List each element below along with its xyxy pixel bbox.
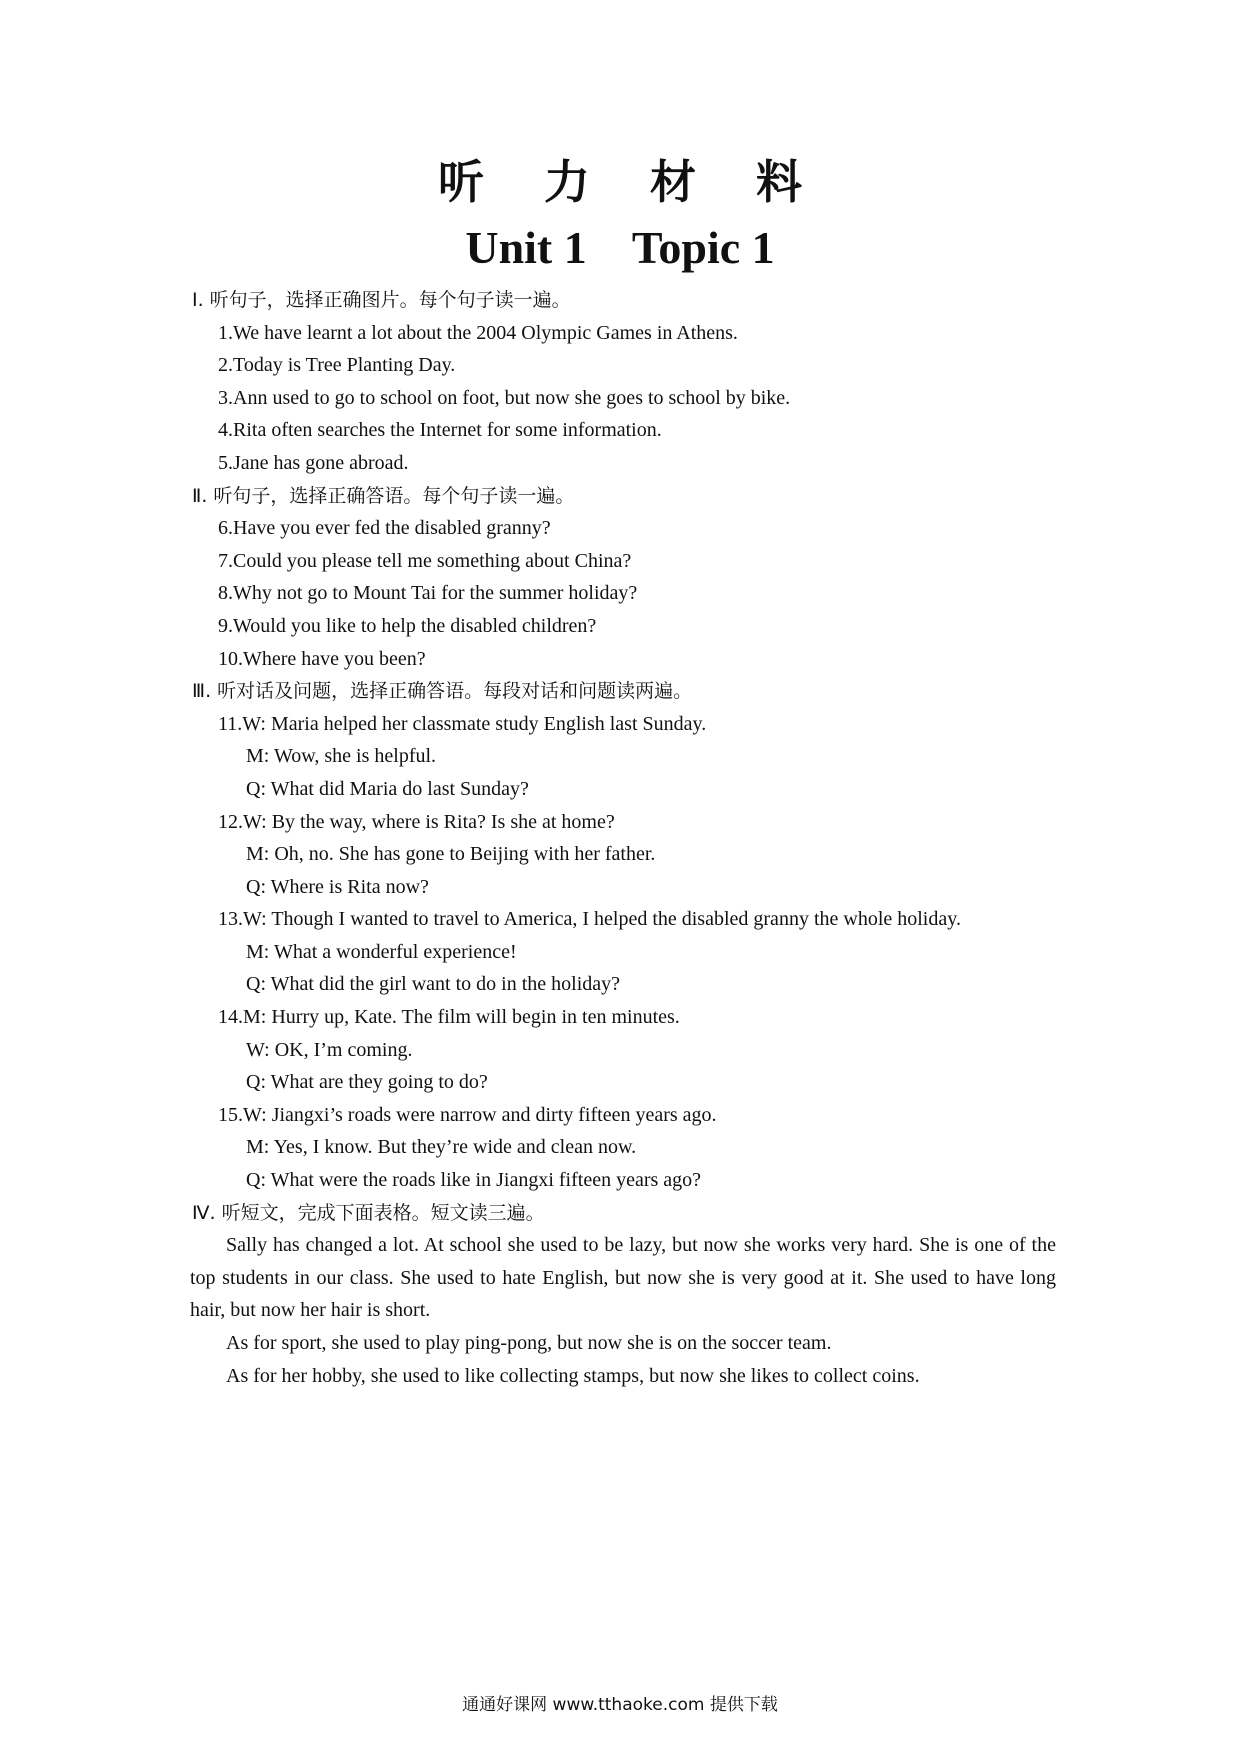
section-heading-1: Ⅰ. 听句子，选择正确图片。每个句子读一遍。 bbox=[192, 289, 571, 311]
page-title-chinese: 听 力 材 料 bbox=[437, 155, 825, 209]
dialog-line: M: Yes, I know. But they’re wide and clean now. bbox=[246, 1136, 637, 1159]
dialog-first-line: 14.M: Hurry up, Kate. The film will begin in ten minutes. bbox=[218, 1006, 680, 1029]
sentence-item: 10.Where have you been? bbox=[218, 647, 426, 670]
sentence-item: 7.Could you please tell me something about China? bbox=[218, 549, 632, 572]
dialog-question: Q: What did the girl want to do in the holiday? bbox=[246, 973, 621, 996]
sentence-item: 5.Jane has gone abroad. bbox=[218, 451, 409, 474]
section-heading-2: Ⅱ. 听句子，选择正确答语。每个句子读一遍。 bbox=[192, 484, 575, 507]
dialog-first-line: 13.W: Though I wanted to travel to America, I helped the disabled granny the whole holiday. bbox=[218, 908, 961, 931]
page-title-unit-topic: Unit 1 Topic 1 bbox=[465, 222, 775, 273]
dialog-question: Q: What did Maria do last Sunday? bbox=[246, 777, 529, 800]
passage-paragraph: As for her hobby, she used to like collecting stamps, but now she likes to collect coins. bbox=[226, 1364, 920, 1387]
sentence-item: 8.Why not go to Mount Tai for the summer holiday? bbox=[218, 582, 638, 605]
passage-paragraph: As for sport, she used to play ping-pong, but now she is on the soccer team. bbox=[226, 1332, 832, 1354]
section-heading-3: Ⅲ. 听对话及问题，选择正确答语。每段对话和问题读两遍。 bbox=[192, 680, 693, 703]
dialog-line: M: What a wonderful experience! bbox=[246, 940, 517, 963]
dialog-first-line: 15.W: Jiangxi’s roads were narrow and dirty fifteen years ago. bbox=[218, 1103, 717, 1126]
download-footer: 通通好课网 www.tthaoke.com 提供下载 bbox=[462, 1695, 778, 1715]
dialog-first-line: 11.W: Maria helped her classmate study English last Sunday. bbox=[218, 712, 707, 735]
dialog-line: M: Wow, she is helpful. bbox=[246, 745, 437, 768]
sentence-item: 9.Would you like to help the disabled children? bbox=[218, 614, 597, 637]
dialog-line: W: OK, I’m coming. bbox=[246, 1038, 413, 1061]
passage-paragraph: Sally has changed a lot. At school she used to be lazy, but now she works very hard. She is one of the top students in our class. She used to hate English, but now she is very good at it. She used to have long hair, but now her hair is short. bbox=[190, 1234, 1056, 1322]
sentence-item: 1.We have learnt a lot about the 2004 Olympic Games in Athens. bbox=[218, 321, 738, 344]
dialog-first-line: 12.W: By the way, where is Rita? Is she at home? bbox=[218, 810, 615, 833]
dialog-question: Q: Where is Rita now? bbox=[246, 875, 429, 898]
dialog-question: Q: What were the roads like in Jiangxi fifteen years ago? bbox=[246, 1169, 702, 1192]
sentence-item: 4.Rita often searches the Internet for some information. bbox=[218, 419, 662, 442]
dialog-line: M: Oh, no. She has gone to Beijing with her father. bbox=[246, 843, 656, 866]
sentence-item: 3.Ann used to go to school on foot, but now she goes to school by bike. bbox=[218, 386, 791, 409]
sentence-item: 2.Today is Tree Planting Day. bbox=[218, 354, 456, 377]
section-heading-4: Ⅳ. 听短文，完成下面表格。短文读三遍。 bbox=[192, 1201, 545, 1224]
dialog-question: Q: What are they going to do? bbox=[246, 1071, 488, 1094]
listening-material-content bbox=[190, 284, 1060, 1392]
sentence-item: 6.Have you ever fed the disabled granny? bbox=[218, 517, 551, 540]
